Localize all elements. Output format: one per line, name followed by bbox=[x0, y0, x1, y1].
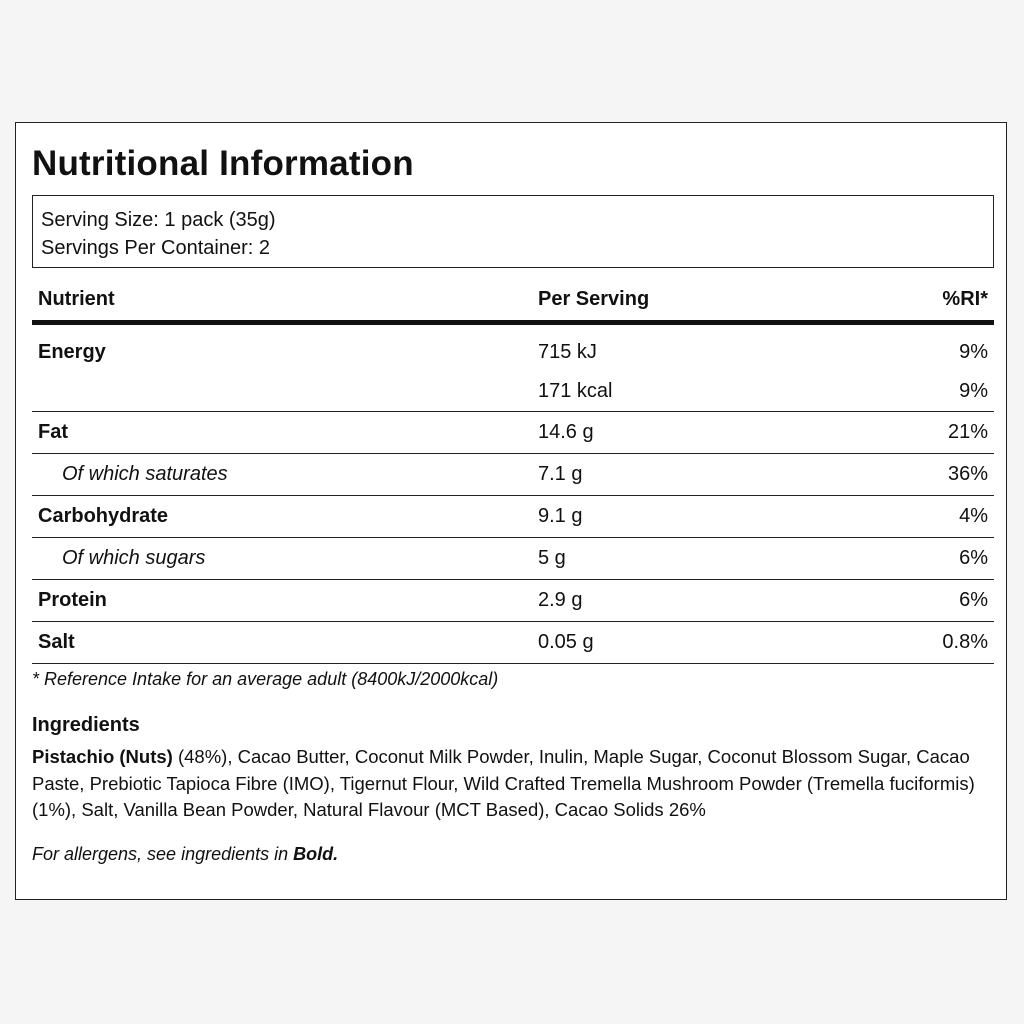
ri-value: 36% bbox=[947, 463, 988, 485]
ri-footnote: * Reference Intake for an average adult (8400kJ/2000kcal) bbox=[32, 669, 499, 689]
serving-info-box bbox=[32, 195, 994, 268]
allergen-note bbox=[32, 841, 338, 867]
table-row-protein bbox=[32, 580, 994, 622]
allergen-note-prefix: For allergens, see ingredients in bbox=[32, 844, 294, 864]
table-row-fat bbox=[32, 412, 994, 454]
per-serving-value: 5 g bbox=[538, 547, 566, 569]
nutrient-name: Of which saturates bbox=[62, 463, 228, 485]
per-serving-value: 2.9 g bbox=[538, 589, 583, 611]
ri-value: 4% bbox=[959, 505, 988, 527]
serving-size: Serving Size: 1 pack (35g) bbox=[41, 209, 276, 231]
per-serving-value: 171 kcal bbox=[538, 380, 613, 402]
nutrition-panel bbox=[15, 122, 1007, 900]
ri-value: 9% bbox=[959, 341, 988, 363]
table-row-energy-kj bbox=[32, 333, 994, 372]
ingredients-list: (48%), Cacao Butter, Coconut Milk Powder, Inulin, Maple Sugar, Coconut Blossom Sugar, Cacao Paste, Prebiotic Tapioca Fibre (IMO), Tigernut Flour, Wild Crafted Tremella Mushroom Powder (Tremella fuciformis) (1%), Salt, Vanilla Bean Powder, Natural Flavour (MCT Based), Cacao Solids 26% bbox=[32, 746, 975, 820]
nutrient-name: Fat bbox=[38, 421, 68, 443]
allergen-ingredient: Pistachio (Nuts) bbox=[32, 746, 173, 767]
ri-value: 21% bbox=[947, 421, 988, 443]
table-row-energy-kcal bbox=[32, 372, 994, 412]
table-row-sugars bbox=[32, 538, 994, 580]
page-title: Nutritional Information bbox=[32, 144, 414, 183]
ingredients-text bbox=[32, 744, 998, 824]
header-nutrient: Nutrient bbox=[38, 288, 115, 310]
nutrient-name: Salt bbox=[38, 631, 75, 653]
table-row-saturates bbox=[32, 454, 994, 496]
nutrition-table bbox=[32, 278, 994, 664]
ingredients-heading: Ingredients bbox=[32, 714, 140, 736]
nutrient-name: Carbohydrate bbox=[38, 505, 169, 527]
header-per-serving: Per Serving bbox=[538, 288, 650, 310]
table-row-carbohydrate bbox=[32, 496, 994, 538]
table-row-salt bbox=[32, 622, 994, 664]
nutrient-name: Energy bbox=[38, 341, 106, 363]
per-serving-value: 9.1 g bbox=[538, 505, 583, 527]
allergen-note-bold: Bold. bbox=[293, 844, 339, 864]
ri-value: 9% bbox=[959, 380, 988, 402]
per-serving-value: 14.6 g bbox=[538, 421, 594, 443]
nutrient-name: Protein bbox=[38, 589, 107, 611]
ri-value: 6% bbox=[959, 547, 988, 569]
servings-per-container: Servings Per Container: 2 bbox=[41, 237, 271, 259]
per-serving-value: 0.05 g bbox=[538, 631, 594, 653]
header-ri: %RI* bbox=[942, 288, 988, 310]
nutrient-name: Of which sugars bbox=[62, 547, 206, 569]
table-header-row bbox=[32, 278, 994, 325]
ri-value: 0.8% bbox=[942, 631, 988, 653]
ri-value: 6% bbox=[959, 589, 988, 611]
per-serving-value: 7.1 g bbox=[538, 463, 583, 485]
per-serving-value: 715 kJ bbox=[538, 341, 597, 363]
